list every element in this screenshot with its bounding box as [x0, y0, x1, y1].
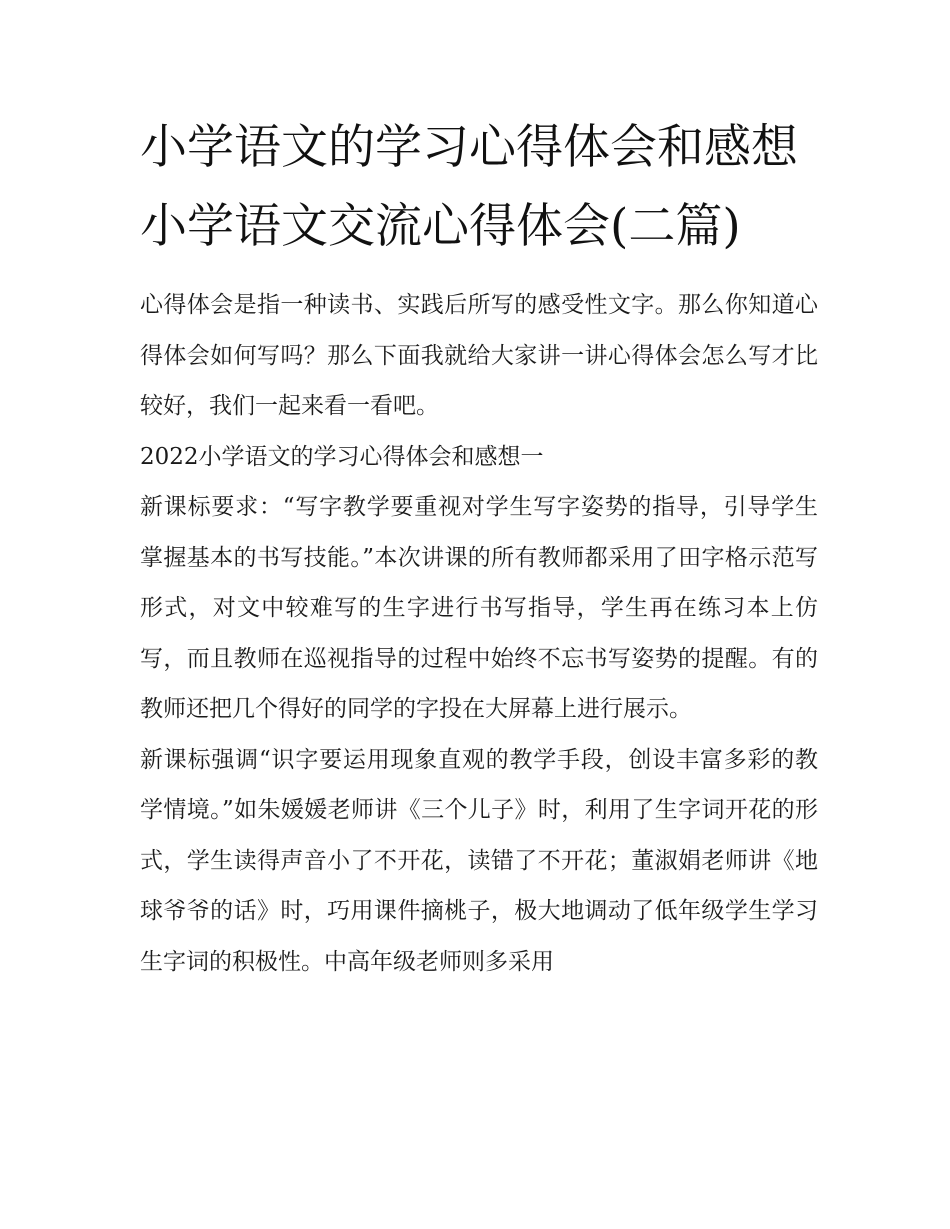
document-title: 小学语文的学习心得体会和感想 小学语文交流心得体会(二篇) — [140, 120, 798, 254]
paragraph-writing-guidance: 新课标要求：“写字教学要重视对学生写字姿势的指导，引导学生掌握基本的书写技能。”本次讲课的所有教师都采用了田字格示范写形式，对文中较难写的生字进行书写指导，学生再在练习本上仿写，而且教师在巡视指导的过程中始终不忘书写姿势的提醒。有的教师还把几个得好的同学的字投在大屏幕上进行展示。 — [140, 494, 818, 722]
document-page — [140, 108, 818, 987]
paragraph-intro: 心得体会是指一种读书、实践后所写的感受性文字。那么你知道心得体会如何写吗？那么下面我就给大家讲一讲心得体会怎么写才比较好，我们一起来看一看吧。 — [140, 292, 818, 419]
section-heading: 2022小学语文的学习心得体会和感想一 — [140, 443, 544, 470]
document-body — [140, 280, 818, 987]
paragraph-literacy-teaching: 新课标强调“识字要运用现象直观的教学手段，创设丰富多彩的教学情境。”如朱媛媛老师讲《三个儿子》时，利用了生字词开花的形式，学生读得声音小了不开花，读错了不开花；董淑娟老师讲《地球爷爷的话》时，巧用课件摘桃子，极大地调动了低年级学生学习生字词的积极性。中高年级老师则多采用 — [140, 746, 818, 975]
